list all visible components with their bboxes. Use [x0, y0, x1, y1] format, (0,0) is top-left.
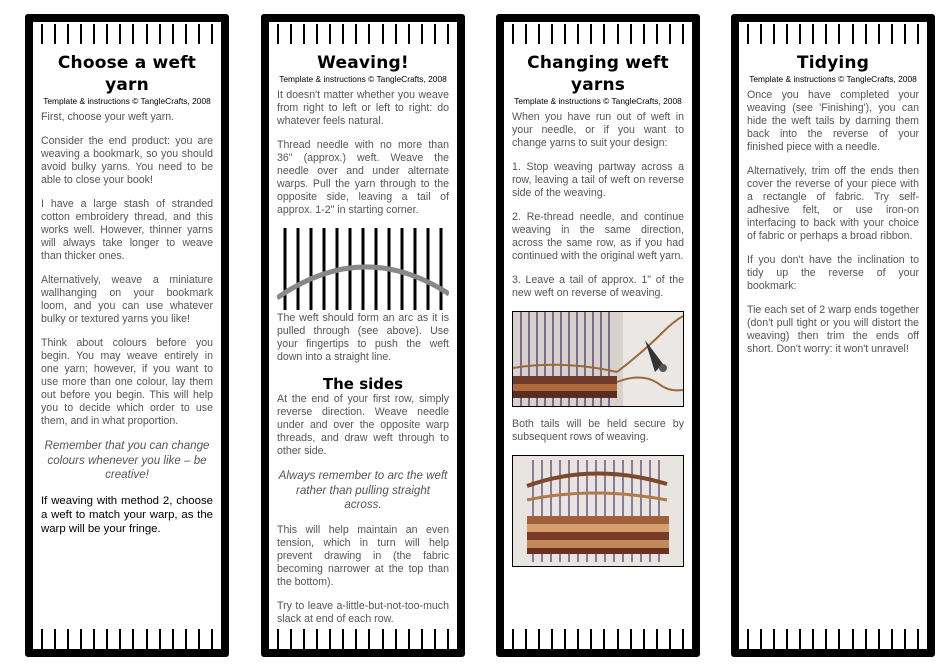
paragraph: Alternatively, trim off the ends then cover the reverse of your piece with a rectangle of fabric. Try self-adhesive felt, or use iron-on interfacing to back with your choice of fabric or perhaps a broad ribbon. — [747, 165, 919, 242]
warp-ticks-bottom — [747, 629, 919, 649]
quote: Remember that you can change colours whenever you like – be creative! — [44, 439, 210, 481]
warp-ticks-top — [277, 24, 449, 44]
paragraph: If you don't have the inclination to tidy up the reverse of your bookmark: — [747, 254, 919, 292]
warp-ticks-bottom — [41, 629, 213, 649]
card-title: Changing weft yarns — [527, 53, 669, 95]
paragraph: 3. Leave a tail of approx. 1" of the new weft on reverse of weaving. — [512, 274, 684, 299]
paragraph: Thread needle with no more than 36" (approx.) weft. Weave the needle over and under alternate warps. Pull the yarn through to the opposite side, leaving a tail of approx. 1-2" in starting corner. — [277, 139, 449, 216]
paragraph: Once you have completed your weaving (see 'Finishing'), you can hide the weft tails by darning them back into the reverse of your finished piece with a needle. — [747, 89, 919, 153]
warp-ticks-bottom — [512, 629, 684, 649]
paragraph: When you have run out of weft in your needle, or if you want to change yarns to suit your design: — [512, 111, 684, 149]
card-title: Weaving! — [317, 53, 409, 73]
method-note: If weaving with method 2, choose a weft to match your warp, as the warp will be your fringe. — [41, 494, 213, 535]
paragraph: Try to leave a-little-but-not-too-much slack at end of each row. — [277, 599, 449, 625]
paragraph: First, choose your weft yarn. — [41, 111, 175, 123]
weft-arc-diagram — [277, 228, 449, 310]
card-content — [747, 48, 919, 625]
quote: Always remember to arc the weft rather than pulling straight across. — [278, 469, 448, 511]
card-credit: Template & instructions © TangleCrafts, 2008 — [749, 74, 917, 84]
paragraph: At the end of your first row, simply reverse direction. Weave needle under and over the opposite warp threads, and draw weft through to other side. — [277, 393, 449, 457]
bookmark-card-weaving — [261, 14, 465, 657]
card-content — [512, 48, 684, 625]
woven-rows-photo — [512, 455, 684, 567]
card-credit: Template & instructions © TangleCrafts, 2008 — [279, 74, 447, 84]
card-credit: Template & instructions © TangleCrafts, 2008 — [514, 96, 682, 106]
paragraph: I have a large stash of stranded cotton embroidery thread, and this works well. However, thinner yarns will always take longer to weave than thicker ones. — [41, 198, 213, 262]
bookmark-card-choose-weft — [25, 14, 229, 657]
warp-ticks-bottom — [277, 629, 449, 649]
bookmark-card-changing-weft — [496, 14, 700, 657]
warp-ticks-top — [41, 24, 213, 44]
paragraph: 1. Stop weaving partway across a row, leaving a tail of weft on reverse side of the weaving. — [512, 161, 684, 199]
card-content — [277, 48, 449, 625]
card-title: Tidying — [796, 53, 870, 73]
paragraph: Tie each set of 2 warp ends together (don't pull tight or you will distort the weaving) then trim the ends off short. Don't worry: it won't unravel! — [747, 304, 919, 355]
paragraph: Alternatively, weave a miniature wallhanging on your bookmark loom, and you can use whatever bulky or textured yarns you like! — [41, 274, 213, 325]
paragraph: 2. Re-thread needle, and continue weaving in the same direction, across the same row, as if you had continued with the original weft yarn. — [512, 211, 684, 262]
section-title-sides: The sides — [322, 375, 404, 393]
warp-ticks-top — [512, 24, 684, 44]
paragraph: This will help maintain an even tension, which in turn will help prevent drawing in (the fabric becoming narrower at the top than the bottom). — [277, 523, 449, 588]
paragraph: The weft should form an arc as it is pulled through (see above). Use your fingertips to push the weft down into a straight line. — [277, 312, 449, 363]
card-title: Choose a weft yarn — [57, 53, 197, 95]
paragraph: Consider the end product: you are weaving a bookmark, so you should avoid bulky yarns. You need to be able to close your book! — [41, 135, 213, 186]
warp-ticks-top — [747, 24, 919, 44]
paragraph: Both tails will be held secure by subsequent rows of weaving. — [512, 418, 684, 443]
card-credit: Template & instructions © TangleCrafts, 2008 — [43, 96, 211, 106]
card-content — [41, 48, 213, 625]
paragraph: Think about colours before you begin. You may weave entirely in one yarn; however, if you want to use more than one colour, lay them out before you begin. This will help you to decide which order to use them, and in what proportion. — [41, 337, 213, 427]
paragraph: It doesn't matter whether you weave from right to left or left to right: do whatever feels natural. — [277, 89, 449, 127]
bookmark-card-tidying — [731, 14, 935, 657]
weft-tails-photo — [512, 311, 684, 407]
